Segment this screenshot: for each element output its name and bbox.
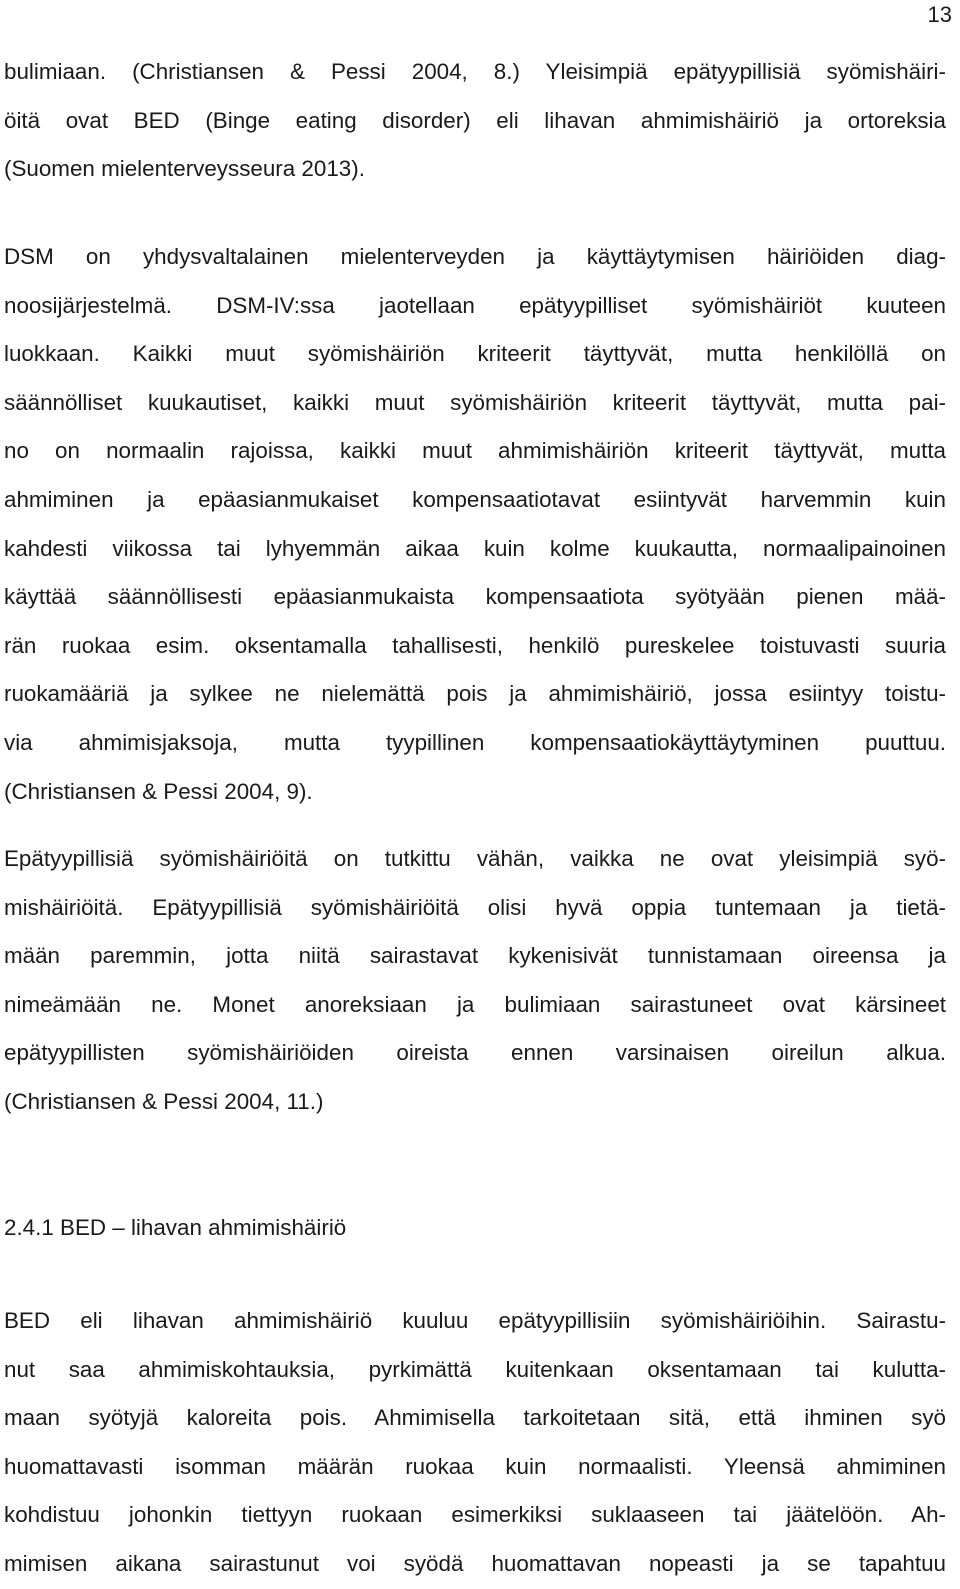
text-line: BED eli lihavan ahmimishäiriö kuuluu epätyypillisiin syömishäiriöihin. Sairastu- [4,1308,946,1333]
text-line: Epätyypillisiä syömishäiriöitä on tutkittu vähän, vaikka ne ovat yleisimpiä syö- [4,846,946,871]
text-line: via ahmimisjaksoja, mutta tyypillinen kompensaatiokäyttäytyminen puuttuu. [4,729,946,755]
text-line: bulimiaan. (Christiansen & Pessi 2004, 8.) Yleisimpiä epätyypillisiä syömishäiri- [4,59,946,84]
text-line: käyttää säännöllisesti epäasianmukaista kompensaatiota syötyään pienen mää- [4,584,946,610]
text-line: ahmiminen ja epäasianmukaiset kompensaatiotavat esiintyvät harvemmin kuin [4,486,946,512]
text-line: DSM on yhdysvaltalainen mielenterveyden ja käyttäytymisen häiriöiden diag- [4,244,946,269]
text-line: kohdistuu johonkin tiettyyn ruokaan esimerkiksi suklaaseen tai jäätelöön. Ah- [4,1502,946,1528]
text-line: epätyypillisten syömishäiriöiden oireista ennen varsinaisen oireilun alkua. [4,1040,946,1066]
paragraph-dsm [4,233,946,816]
text-line: rän ruokaa esim. oksentamalla tahallisesti, henkilö pureskelee toistuvasti suuria [4,632,946,658]
paragraph-atypical [4,835,946,1127]
text-line: nimeämään ne. Monet anoreksiaan ja bulimiaan sairastuneet ovat kärsineet [4,991,946,1017]
text-line: (Christiansen & Pessi 2004, 9). [4,778,313,804]
text-line: noosijärjestelmä. DSM-IV:ssa jaotellaan epätyypilliset syömishäiriöt kuuteen [4,292,946,318]
text-line: huomattavasti isomman määrän ruokaa kuin normaalisti. Yleensä ahmiminen [4,1453,946,1479]
paragraph-bed [4,1297,946,1589]
text-line: ruokamääriä ja sylkee ne nielemättä pois ja ahmimishäiriö, jossa esiintyy toistu- [4,681,946,707]
text-line: maan syötyjä kaloreita pois. Ahmimisella tarkoitetaan sitä, että ihminen syö [4,1405,946,1431]
text-line: säännölliset kuukautiset, kaikki muut syömishäiriön kriteerit täyttyvät, mutta pai- [4,389,946,415]
text-line: luokkaan. Kaikki muut syömishäiriön kriteerit täyttyvät, mutta henkilöllä on [4,341,946,367]
text-line: mishäiriöitä. Epätyypillisiä syömishäiriöitä olisi hyvä oppia tuntemaan ja tietä- [4,894,946,920]
section-heading: 2.4.1 BED – lihavan ahmimishäiriö [4,1215,347,1240]
text-line: (Suomen mielenterveysseura 2013). [4,156,365,182]
text-line: öitä ovat BED (Binge eating disorder) eli lihavan ahmimishäiriö ja ortoreksia [4,107,946,133]
text-line: (Christiansen & Pessi 2004, 11.) [4,1088,324,1114]
text-line: mään paremmin, jotta niitä sairastavat kykenisivät tunnistamaan oireensa ja [4,943,946,969]
text-line: nut saa ahmimiskohtauksia, pyrkimättä kuitenkaan oksentamaan tai kulutta- [4,1356,946,1382]
text-line: no on normaalin rajoissa, kaikki muut ahmimishäiriön kriteerit täyttyvät, mutta [4,438,946,464]
page-number: 13 [927,2,952,27]
text-line: mimisen aikana sairastunut voi syödä huomattavan nopeasti ja se tapahtuu [4,1550,946,1576]
paragraph-intro [4,48,946,194]
text-line: kahdesti viikossa tai lyhyemmän aikaa kuin kolme kuukautta, normaalipainoinen [4,535,946,561]
